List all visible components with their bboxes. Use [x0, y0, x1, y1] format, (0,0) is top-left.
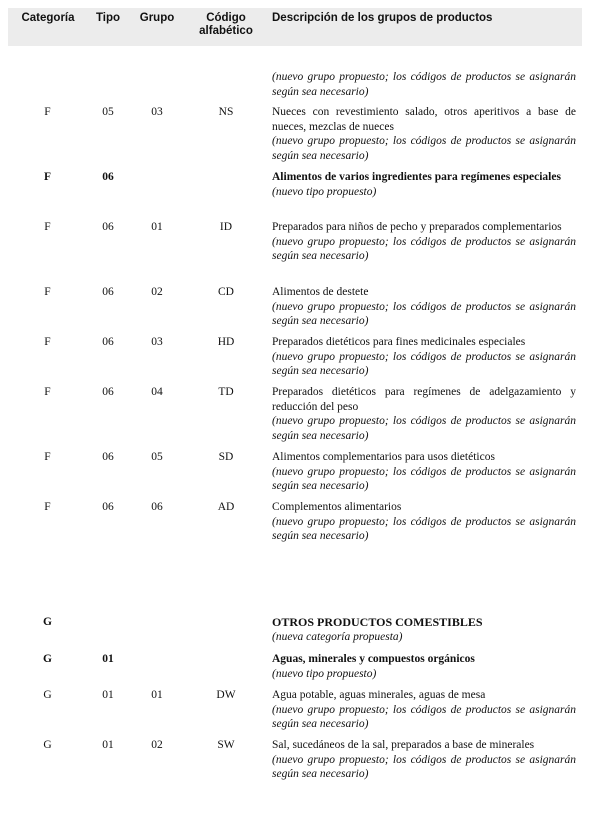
cell-grupo: 02	[151, 286, 163, 298]
cell-codigo: HD	[217, 336, 235, 348]
row-description	[272, 652, 576, 681]
cell-codigo: SD	[218, 451, 234, 463]
cell-grupo: 06	[151, 501, 163, 513]
cell-codigo: NS	[218, 106, 234, 118]
cell-tipo: 05	[102, 106, 114, 118]
row-description	[272, 385, 576, 443]
cell-tipo: 01	[102, 689, 114, 701]
row-note: (nuevo tipo propuesto)	[272, 667, 377, 680]
row-description	[272, 170, 576, 199]
cell-tipo: 06	[102, 451, 114, 463]
cell-tipo: 06	[102, 171, 114, 183]
row-desc-text: OTROS PRODUCTOS COMESTIBLES	[272, 615, 483, 629]
cell-codigo: DW	[216, 689, 236, 701]
row-note: (nueva categoría propuesta)	[272, 630, 403, 643]
row-description	[272, 220, 576, 264]
row-desc-text: Preparados para niños de pecho y preparados complementarios	[272, 221, 562, 233]
row-desc-text: Complementos alimentarios	[272, 501, 402, 513]
cell-categoria: F	[44, 286, 51, 298]
header-grupo: Grupo	[139, 12, 175, 24]
cell-grupo: 01	[151, 221, 163, 233]
cell-grupo: 05	[151, 451, 163, 463]
row-note: (nuevo grupo propuesto; los códigos de productos se asignarán según sea necesario)	[272, 71, 576, 98]
row-note: (nuevo grupo propuesto; los códigos de productos se asignarán según sea necesario)	[272, 135, 576, 162]
cell-categoria: F	[44, 106, 51, 118]
cell-tipo: 01	[102, 739, 114, 751]
row-note: (nuevo tipo propuesto)	[272, 185, 377, 198]
row-desc-text: Preparados dietéticos para regímenes de adelgazamiento y reducción del peso	[272, 386, 576, 413]
cell-grupo: 03	[151, 106, 163, 118]
cell-tipo: 06	[102, 336, 114, 348]
row-description	[272, 70, 576, 99]
row-description	[272, 615, 576, 644]
header-tipo: Tipo	[95, 12, 121, 24]
row-description	[272, 688, 576, 732]
header-codigo: Código alfabético	[199, 12, 253, 37]
row-note: (nuevo grupo propuesto; los códigos de productos se asignarán según sea necesario)	[272, 465, 576, 492]
cell-categoria: F	[44, 451, 51, 463]
cell-tipo: 06	[102, 221, 114, 233]
cell-tipo: 01	[102, 653, 114, 665]
table-header	[8, 8, 582, 46]
cell-tipo: 06	[102, 501, 114, 513]
row-desc-text: Alimentos de destete	[272, 286, 369, 298]
row-description	[272, 105, 576, 163]
cell-codigo: TD	[218, 386, 234, 398]
cell-grupo: 01	[151, 689, 163, 701]
cell-categoria: F	[44, 386, 51, 398]
row-description	[272, 738, 576, 782]
row-description	[272, 285, 576, 329]
cell-categoria: G	[43, 689, 52, 701]
row-note: (nuevo grupo propuesto; los códigos de productos se asignarán según sea necesario)	[272, 753, 576, 780]
row-desc-text: Aguas, minerales y compuestos orgánicos	[272, 653, 475, 665]
cell-categoria: G	[43, 653, 52, 665]
cell-categoria: G	[43, 739, 52, 751]
header-categoria: Categoría	[21, 12, 75, 24]
row-desc-text: Alimentos de varios ingredientes para regímenes especiales	[272, 171, 561, 183]
cell-tipo: 06	[102, 286, 114, 298]
cell-tipo: 06	[102, 386, 114, 398]
cell-categoria: F	[44, 336, 51, 348]
row-description	[272, 500, 576, 544]
row-desc-text: Nueces con revestimiento salado, otros aperitivos a base de nueces, mezclas de nueces	[272, 106, 576, 133]
cell-grupo: 02	[151, 739, 163, 751]
row-desc-text: Preparados dietéticos para fines medicinales especiales	[272, 336, 526, 348]
cell-grupo: 04	[151, 386, 163, 398]
row-description	[272, 335, 576, 379]
row-note: (nuevo grupo propuesto; los códigos de productos se asignarán según sea necesario)	[272, 235, 576, 262]
cell-codigo: SW	[217, 739, 235, 751]
cell-grupo: 03	[151, 336, 163, 348]
cell-categoria: F	[44, 221, 51, 233]
cell-categoria: F	[43, 171, 52, 183]
row-desc-text: Sal, sucedáneos de la sal, preparados a base de minerales	[272, 739, 535, 751]
cell-categoria: G	[43, 616, 52, 628]
row-note: (nuevo grupo propuesto; los códigos de productos se asignarán según sea necesario)	[272, 350, 576, 377]
header-descripcion: Descripción de los grupos de productos	[272, 12, 493, 24]
row-note: (nuevo grupo propuesto; los códigos de productos se asignarán según sea necesario)	[272, 703, 576, 730]
cell-categoria: F	[44, 501, 51, 513]
cell-codigo: ID	[219, 221, 233, 233]
cell-codigo: CD	[218, 286, 234, 298]
row-note: (nuevo grupo propuesto; los códigos de productos se asignarán según sea necesario)	[272, 300, 576, 327]
row-note: (nuevo grupo propuesto; los códigos de productos se asignarán según sea necesario)	[272, 515, 576, 542]
row-description	[272, 450, 576, 494]
cell-codigo: AD	[217, 501, 235, 513]
row-desc-text: Agua potable, aguas minerales, aguas de mesa	[272, 689, 486, 701]
row-desc-text: Alimentos complementarios para usos dietéticos	[272, 451, 495, 463]
row-note: (nuevo grupo propuesto; los códigos de productos se asignarán según sea necesario)	[272, 415, 576, 442]
